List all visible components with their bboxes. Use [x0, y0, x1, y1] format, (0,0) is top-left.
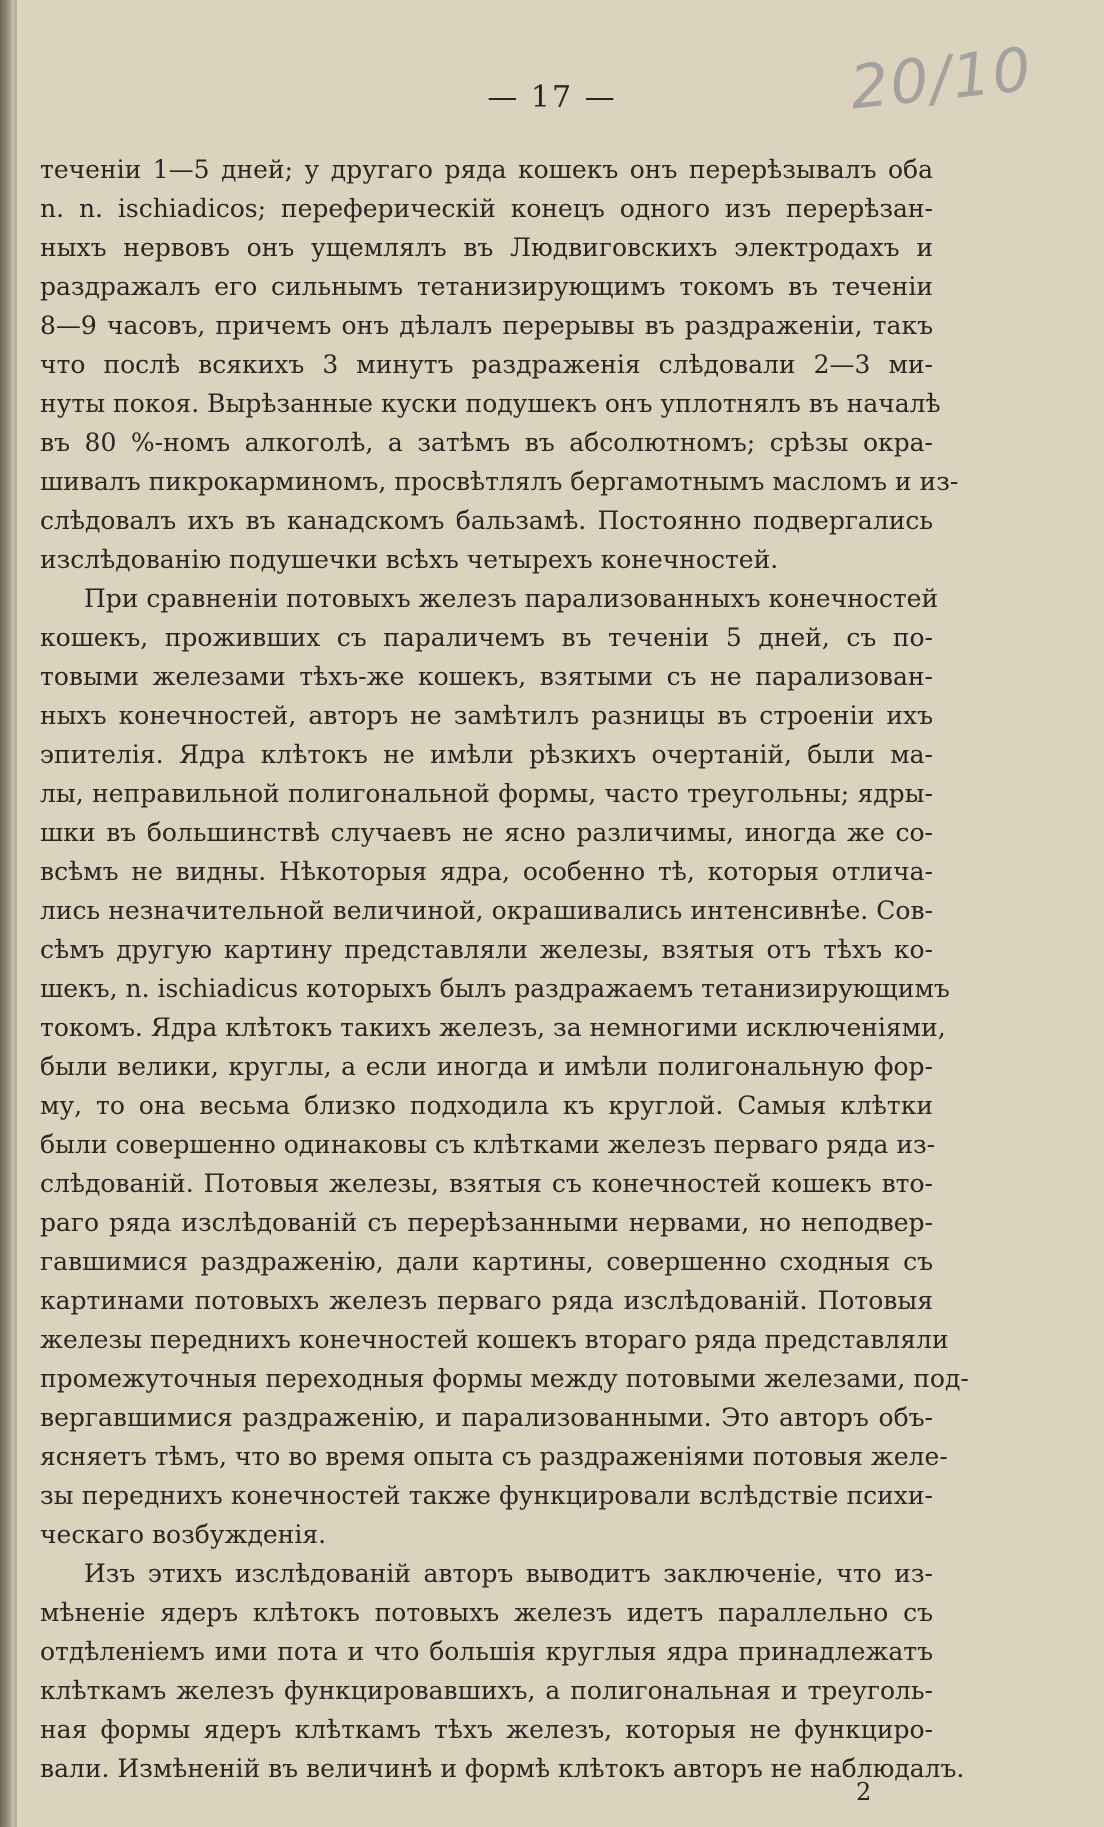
body-text: [40, 150, 969, 1788]
text-line: теченіи 1—5 дней; у другаго ряда кошекъ онъ перерѣзывалъ оба: [40, 155, 933, 184]
text-line: лись незначительной величиной, окрашивались интенсивнѣе. Сов-: [40, 896, 933, 925]
text-line: Изъ этихъ изслѣдованій авторъ выводитъ заключеніе, что из-: [84, 1559, 933, 1588]
text-line: изслѣдованію подушечки всѣхъ четырехъ конечностей.: [40, 545, 779, 574]
text-line: шки въ большинствѣ случаевъ не ясно различимы, иногда же со-: [40, 818, 933, 847]
text-line: что послѣ всякихъ 3 минутъ раздраженія слѣдовали 2—3 ми-: [40, 350, 933, 379]
text-line: му, то она весьма близко подходила къ круглой. Самыя клѣтки: [40, 1091, 933, 1120]
text-line: слѣдовалъ ихъ въ канадскомъ бальзамѣ. Постоянно подвергались: [40, 506, 933, 535]
text-line: кошекъ, проживших съ параличемъ въ теченіи 5 дней, съ по-: [40, 623, 933, 652]
text-line: лы, неправильной полигональной формы, часто треугольны; ядры-: [40, 779, 933, 808]
text-line: товыми железами тѣхъ-же кошекъ, взятыми съ не парализован-: [40, 662, 933, 691]
text-line: шекъ, n. ischiadicus которыхъ былъ раздражаемъ тетанизирующимъ: [40, 974, 950, 1003]
text-line: ныхъ нервовъ онъ ущемлялъ въ Людвиговскихъ электродахъ и: [40, 233, 933, 262]
text-line: были совершенно одинаковы съ клѣтками железъ перваго ряда из-: [40, 1130, 936, 1159]
text-line: железы переднихъ конечностей кошекъ втораго ряда представляли: [40, 1325, 949, 1354]
text-line: n. n. ischiadicos; переферическій конецъ одного изъ перерѣзан-: [40, 194, 933, 223]
text-line: При сравненіи потовыхъ железъ парализованныхъ конечностей: [84, 584, 939, 613]
text-line: вали. Измѣненій въ величинѣ и формѣ клѣтокъ авторъ не наблюдалъ.: [40, 1754, 965, 1783]
text-line: слѣдованій. Потовыя железы, взятыя съ конечностей кошекъ вто-: [40, 1169, 933, 1198]
text-line: ясняетъ тѣмъ, что во время опыта съ раздраженіями потовыя желе-: [40, 1442, 948, 1471]
text-line: шивалъ пикрокарминомъ, просвѣтлялъ бергамотнымъ масломъ и из-: [40, 467, 959, 496]
text-line: вергавшимися раздраженію, и парализованными. Это авторъ объ-: [40, 1403, 933, 1432]
text-line: ческаго возбужденія.: [40, 1520, 327, 1549]
text-line: 8—9 часовъ, причемъ онъ дѣлалъ перерывы въ раздраженіи, такъ: [40, 311, 933, 340]
text-line: эпителія. Ядра клѣтокъ не имѣли рѣзкихъ очертаній, были ма-: [40, 740, 933, 769]
text-line: промежуточныя переходныя формы между потовыми железами, под-: [40, 1364, 969, 1393]
text-line: гавшимися раздраженію, дали картины, совершенно сходныя съ: [40, 1247, 933, 1276]
text-line: мѣненіе ядеръ клѣтокъ потовыхъ железъ идетъ параллельно съ: [40, 1598, 933, 1627]
text-line: клѣткамъ железъ функцировавшихъ, а полигональная и треуголь-: [40, 1676, 933, 1705]
text-line: картинами потовыхъ железъ перваго ряда изслѣдованій. Потовыя: [40, 1286, 933, 1315]
text-line: сѣмъ другую картину представляли железы, взятыя отъ тѣхъ ко-: [40, 935, 933, 964]
text-line: зы переднихъ конечностей также функцировали вслѣдствіе психи-: [40, 1481, 933, 1510]
text-line: раго ряда изслѣдованій съ перерѣзанными нервами, но неподвер-: [40, 1208, 933, 1237]
text-line: всѣмъ не видны. Нѣкоторыя ядра, особенно тѣ, которыя отлича-: [40, 857, 933, 886]
text-line: отдѣленіемъ ими пота и что большія круглыя ядра принадлежатъ: [40, 1637, 933, 1666]
text-line: были велики, круглы, а если иногда и имѣли полигональную фор-: [40, 1052, 933, 1081]
printer-signature-mark: 2: [856, 1778, 872, 1806]
text-line: въ 80 %-номъ алкоголѣ, а затѣмъ въ абсолютномъ; срѣзы окра-: [40, 428, 933, 457]
text-line: нуты покоя. Вырѣзанные куски подушекъ онъ уплотнялъ въ началѣ: [40, 389, 941, 418]
page-gutter: [14, 0, 17, 1827]
page-number: — 17 —: [487, 80, 617, 115]
text-line: токомъ. Ядра клѣтокъ такихъ железъ, за немногими исключеніями,: [40, 1013, 946, 1042]
text-line: раздражалъ его сильнымъ тетанизирующимъ токомъ въ теченіи: [40, 272, 933, 301]
text-line: ныхъ конечностей, авторъ не замѣтилъ разницы въ строеніи ихъ: [40, 701, 933, 730]
handwritten-archive-mark: 20/10: [846, 34, 1037, 124]
text-line: ная формы ядеръ клѣткамъ тѣхъ железъ, которыя не функциро-: [40, 1715, 933, 1744]
book-binding-edge: [0, 0, 14, 1827]
